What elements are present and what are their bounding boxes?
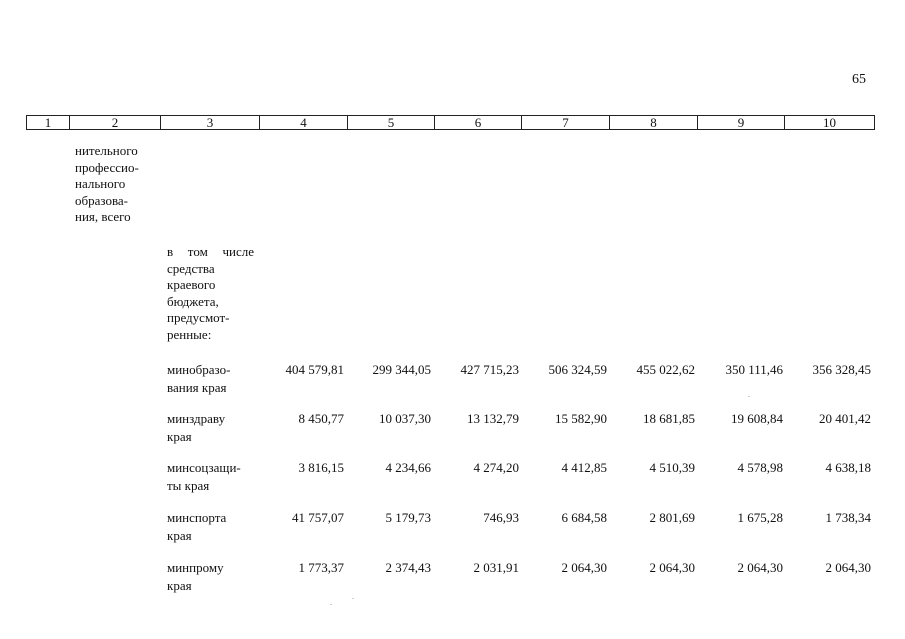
row-label-minobrazovaniya: [167, 361, 262, 397]
table-cell: 4 578,98: [737, 460, 783, 475]
subheading-line: бюджета,: [167, 293, 219, 309]
table-cell: 2 031,91: [473, 560, 519, 575]
row-label-minsotszashchity: [167, 459, 262, 495]
column-number-4: 4: [260, 116, 348, 129]
table-cell: 20 401,42: [819, 411, 871, 426]
table-cell: 356 328,45: [812, 362, 871, 377]
continued-row-label: [75, 143, 160, 226]
row-label-line: ты края: [167, 478, 210, 493]
column-number-6: 6: [435, 116, 522, 129]
column-number-1: 1: [27, 116, 70, 129]
scan-speck: [352, 598, 354, 599]
row-label-line: вания края: [167, 380, 227, 395]
column-number-7: 7: [522, 116, 610, 129]
table-cell: 455 022,62: [636, 362, 695, 377]
row-label-line: края: [167, 429, 192, 444]
continued-label-line: нительного: [75, 143, 138, 158]
continued-label-line: нального: [75, 176, 126, 191]
table-cell: 404 579,81: [285, 362, 344, 377]
row-label-line: минпрому: [167, 560, 224, 575]
scan-speck: [748, 396, 750, 397]
table-cell: 3 816,15: [298, 460, 344, 475]
row-label-minsporta: [167, 509, 262, 545]
row-label-line: края: [167, 578, 192, 593]
table-cell: 15 582,90: [555, 411, 607, 426]
column-number-10: 10: [823, 115, 836, 130]
continued-label-line: профессио-: [75, 159, 139, 175]
table-cell: 1 773,37: [298, 560, 344, 575]
scan-speck: [330, 604, 332, 605]
column-number-3: 3: [161, 116, 260, 129]
table-cell: 4 412,85: [561, 460, 607, 475]
row-label-minpromu: [167, 559, 262, 595]
column-number-5: 5: [348, 116, 435, 129]
table-cell: 506 324,59: [548, 362, 607, 377]
row-label-line: минсоцзащи-: [167, 460, 241, 475]
table-cell: 1 675,28: [737, 510, 783, 525]
table-cell: 2 064,30: [825, 560, 871, 575]
table-cell: 2 064,30: [737, 560, 783, 575]
table-cell: 4 274,20: [473, 460, 519, 475]
row-label-line: минспорта: [167, 510, 227, 525]
table-cell: 299 344,05: [372, 362, 431, 377]
column-number-8: 8: [610, 116, 698, 129]
row-label-line: минобразо-: [167, 362, 231, 377]
table-cell: 18 681,85: [643, 411, 695, 426]
table-cell: 5 179,73: [385, 510, 431, 525]
table-cell: 6 684,58: [561, 510, 607, 525]
table-cell: 427 715,23: [460, 362, 519, 377]
subheading-line: ренные:: [167, 326, 212, 342]
row-label-line: минздраву: [167, 411, 226, 426]
table-cell: 1 738,34: [825, 510, 871, 525]
table-cell: 2 374,43: [385, 560, 431, 575]
table-cell: 350 111,46: [725, 362, 783, 377]
column-number-2: 2: [70, 116, 161, 129]
continued-label-line: ния, всего: [75, 209, 131, 224]
table-cell: 2 801,69: [649, 510, 695, 525]
table-column-numbers-header: [26, 115, 875, 130]
subheading-including: [167, 244, 267, 343]
table-cell: 4 638,18: [825, 460, 871, 475]
continued-label-line: образова-: [75, 192, 129, 208]
page-number: 65: [852, 72, 866, 87]
subheading-line: предусмот-: [167, 310, 230, 325]
table-cell: 8 450,77: [298, 411, 344, 426]
subheading-line: в том числе: [167, 244, 254, 259]
table-cell: 746,93: [483, 510, 519, 525]
table-cell: 4 234,66: [385, 460, 431, 475]
table-cell: 2 064,30: [561, 560, 607, 575]
column-number-9: 9: [698, 116, 785, 129]
table-cell: 2 064,30: [649, 560, 695, 575]
table-cell: 10 037,30: [379, 411, 431, 426]
row-label-line: края: [167, 528, 192, 543]
subheading-line: краевого: [167, 277, 216, 292]
table-cell: 19 608,84: [731, 411, 783, 426]
table-cell: 4 510,39: [649, 460, 695, 475]
table-cell: 13 132,79: [467, 411, 519, 426]
table-cell: 41 757,07: [292, 510, 344, 525]
subheading-line: средства: [167, 260, 215, 276]
row-label-minzdravu: [167, 410, 262, 446]
